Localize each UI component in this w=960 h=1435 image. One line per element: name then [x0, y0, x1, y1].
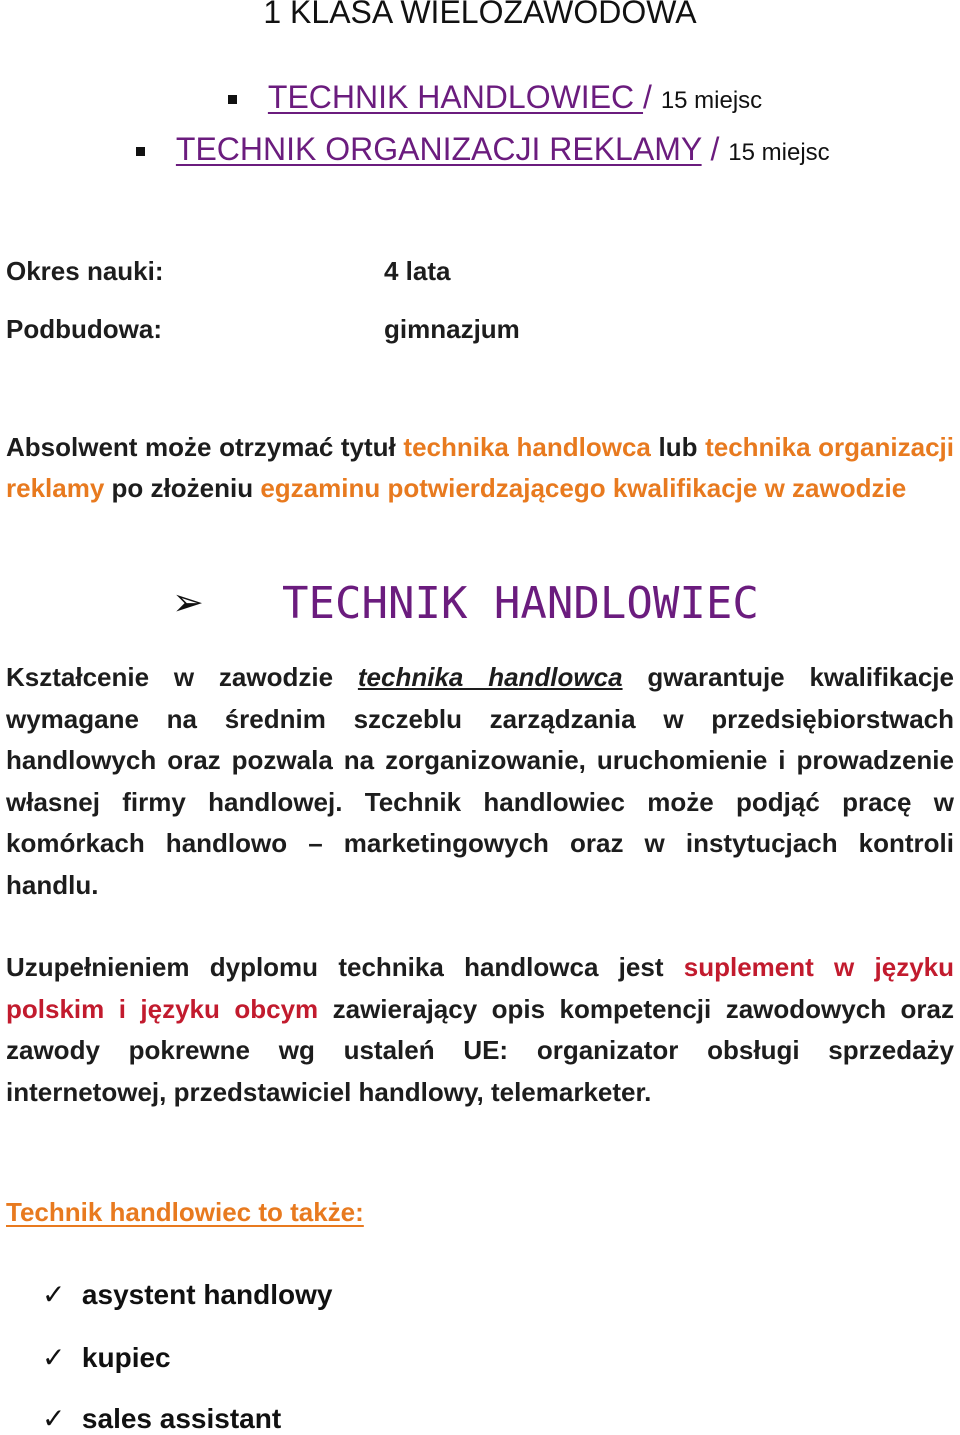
intro-highlight: technika organizacji reklamy — [6, 432, 954, 503]
offer-item — [136, 129, 830, 173]
offer-name: TECHNIK HANDLOWIEC — [267, 79, 644, 115]
checkmark-icon: ✓ — [42, 1279, 66, 1310]
offer-count: 15 miejsc — [660, 87, 763, 114]
list-item — [42, 1278, 332, 1311]
description-paragraph — [6, 657, 954, 906]
base-label: Podbudowa: — [6, 314, 162, 344]
intro-highlight: egzaminu potwierdzającego kwalifikacje w zawodzie — [260, 473, 907, 503]
period-label: Okres nauki: — [6, 256, 164, 286]
para-text: zawierający opis kompetencji zawodowych oraz zawody pokrewne wg ustaleń UE: organizator obsługi sprzedaży internetowej, przedstawiciel handlowy, telemarketer. — [6, 993, 954, 1107]
intro-text: po złożeniu — [104, 473, 261, 503]
offer-slash: / — [701, 131, 720, 167]
para-text: Kształcenie w zawodzie — [6, 662, 358, 692]
intro-paragraph — [6, 427, 954, 509]
list-item-label: sales assistant — [81, 1403, 282, 1434]
checkmark-icon: ✓ — [42, 1403, 66, 1434]
period-value: 4 lata — [384, 256, 451, 286]
offer-item — [228, 77, 762, 121]
intro-highlight: technika handlowca — [403, 432, 651, 462]
checkmark-icon: ✓ — [42, 1342, 66, 1373]
section-title: TECHNIK HANDLOWIEC — [282, 578, 759, 629]
para-text: Uzupełnieniem dyplomu technika handlowca jest — [6, 952, 684, 982]
square-bullet-icon — [136, 147, 145, 156]
list-item-label: asystent handlowy — [81, 1279, 333, 1310]
para-highlight: suplement w języku polskim i języku obcym — [6, 952, 955, 1024]
page-title: 1 KLASA WIELOZAWODOWA — [263, 0, 697, 30]
also-heading: Technik handlowiec to także: — [6, 1197, 364, 1227]
offer-name: TECHNIK ORGANIZACJI REKLAMY — [175, 131, 702, 167]
para-emphasis: technika handlowca — [357, 662, 623, 692]
offer-slash: / — [643, 79, 652, 115]
list-item-label: kupiec — [81, 1342, 171, 1373]
para-text: gwarantuje kwalifikacje wymagane na średnim szczeblu zarządzania w przedsiębiorstwach handlowych oraz pozwala na zorganizowanie, uruchomienie i prowadzenie własnej firmy handlowej. Technik handlowiec może podjąć pracę w komórkach handlowo – marketingowych oraz w instytucjach kontroli handlu. — [6, 662, 954, 900]
supplement-paragraph — [6, 947, 954, 1113]
base-value: gimnazjum — [384, 314, 520, 344]
intro-text: Absolwent może otrzymać tytuł — [6, 432, 404, 462]
list-item — [42, 1341, 171, 1374]
intro-text: lub — [650, 432, 706, 462]
list-item — [42, 1402, 281, 1435]
offer-count: 15 miejsc — [728, 139, 830, 166]
square-bullet-icon — [228, 95, 237, 104]
arrow-bullet-icon: ➢ — [172, 582, 204, 624]
